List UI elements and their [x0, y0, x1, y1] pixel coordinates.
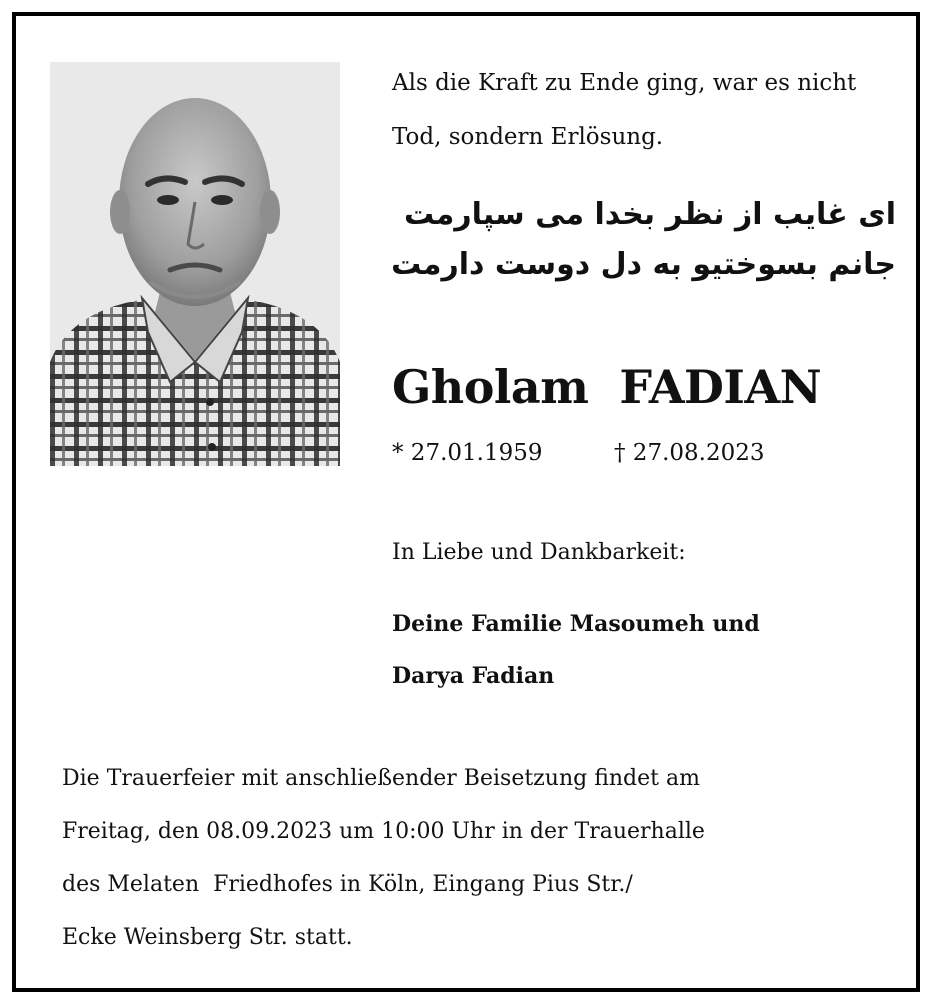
- ceremony-line-4: Ecke Weinsberg Str. statt.: [62, 925, 353, 950]
- ceremony-line-2: Freitag, den 08.09.2023 um 10:00 Uhr in der Trauerhalle: [62, 819, 705, 844]
- ceremony-details: [62, 752, 705, 964]
- deceased-name: Gholam FADIAN: [392, 360, 822, 414]
- quote-line-1: Als die Kraft zu Ende ging, war es nicht: [392, 70, 857, 96]
- birth-date: * 27.01.1959: [392, 440, 543, 466]
- quote-line-2: Tod, sondern Erlösung.: [392, 124, 664, 150]
- ceremony-line-1: Die Trauerfeier mit anschließender Beisetzung findet am: [62, 766, 700, 791]
- persian-line-1: ای غایب از نظر بخدا می سپارمت: [404, 197, 896, 232]
- mourners-line-2: Darya Fadian: [392, 663, 555, 689]
- mourners-names: [392, 598, 760, 702]
- mourners-intro: In Liebe und Dankbarkeit:: [392, 540, 686, 565]
- memorial-quote: [392, 56, 892, 164]
- death-date: † 27.08.2023: [614, 440, 765, 466]
- persian-line-2: جانم بسوختیو به دل دوست دارمت: [391, 247, 896, 282]
- ceremony-line-3: des Melaten Friedhofes in Köln, Eingang Pius Str./: [62, 872, 633, 897]
- persian-verse: [382, 190, 896, 290]
- life-dates: [392, 440, 765, 466]
- mourners-line-1: Deine Familie Masoumeh und: [392, 611, 760, 637]
- portrait-photo: [50, 62, 340, 466]
